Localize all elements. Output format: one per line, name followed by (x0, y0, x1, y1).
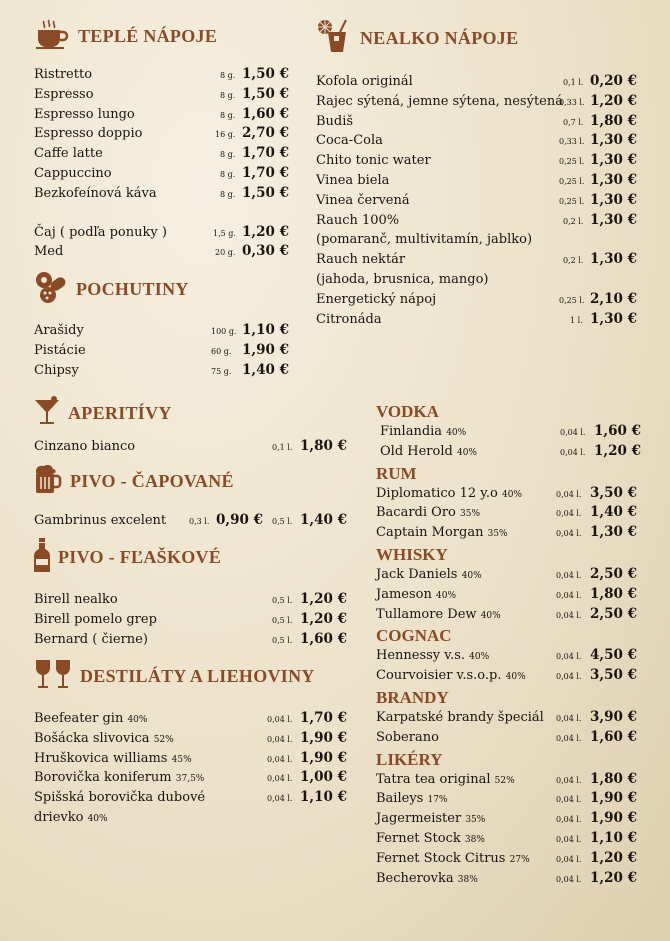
snacks-icon (34, 270, 68, 309)
list-item: Cinzano bianco 0,1 l. 1,80 € (34, 438, 347, 454)
section-teple (34, 18, 294, 262)
teple-heading (34, 18, 294, 55)
teple-title: TEPLÉ NÁPOJE (78, 26, 218, 46)
list-item: Espresso 8 g. 1,50 € (34, 85, 289, 102)
list-item: Rauch 100% 0,2 l. 1,30 € (316, 211, 637, 228)
list-item: Espresso lungo 8 g. 1,60 € (34, 105, 289, 122)
list-item: Jameson 40% 0,04 l. 1,80 € (376, 585, 637, 602)
list-item: Hruškovica williams 45% 0,04 l. 1,90 € (34, 749, 347, 766)
list-item: Soberano 0,04 l. 1,60 € (376, 728, 637, 745)
list-item: Pistácie 60 g. 1,90 € (34, 341, 289, 358)
aperitivy-list (34, 437, 354, 457)
list-item: Fernet Stock Citrus 27% 0,04 l. 1,20 € (376, 849, 637, 866)
soft-drink-icon (316, 18, 352, 59)
teple-list (34, 65, 294, 262)
list-item: Birell pomelo grep 0,5 l. 1,20 € (34, 610, 347, 627)
list-item: Becherovka 38% 0,04 l. 1,20 € (376, 869, 637, 886)
list-item: Med 20 g. 0,30 € (34, 243, 289, 260)
rum-heading: RUM (376, 463, 417, 483)
nealko-heading (316, 18, 646, 59)
list-item: Bezkofeínová káva 8 g. 1,50 € (34, 184, 289, 201)
list-item: Espresso doppio 16 g. 2,70 € (34, 125, 289, 142)
section-pivo-flaskove (34, 538, 354, 649)
pivo-flas-heading (34, 538, 354, 577)
list-item: Gambrinus excelent 0,3 l. 0,90 € 0,5 l. 1,40 € (34, 512, 347, 528)
aperitivy-title: APERITÍVY (68, 403, 172, 423)
pochutiny-list (34, 321, 294, 380)
pochutiny-title: POCHUTINY (76, 279, 189, 299)
spirits-column (376, 402, 640, 888)
list-item: Ristretto 8 g. 1,50 € (34, 66, 289, 82)
brandy-heading: BRANDY (376, 687, 449, 707)
list-item: Budiš 0,7 l. 1,80 € (316, 112, 637, 129)
pivo-cap-list (34, 511, 354, 531)
list-item: Jack Daniels 40% 0,04 l. 2,50 € (376, 565, 637, 582)
beer-mug-icon (34, 464, 62, 499)
pivo-flas-list (34, 590, 354, 649)
list-item: Bernard ( čierne) 0,5 l. 1,60 € (34, 630, 347, 647)
list-item: Bacardi Oro 35% 0,04 l. 1,40 € (376, 504, 637, 521)
list-item: Diplomatico 12 y.o 40% 0,04 l. 3,50 € (376, 484, 637, 501)
list-item: Chipsy 75 g. 1,40 € (34, 361, 289, 378)
pochutiny-heading (34, 270, 294, 309)
pivo-cap-title: PIVO - ČAPOVANÉ (70, 471, 234, 491)
destilaty-title: DESTILÁTY A LIEHOVINY (80, 666, 315, 686)
list-item: Finlandia 40% 0,04 l. 1,60 € (380, 423, 641, 439)
list-item: Beefeater gin 40% 0,04 l. 1,70 € (34, 710, 347, 726)
list-item: Baileys 17% 0,04 l. 1,90 € (376, 790, 637, 807)
nealko-title: NEALKO NÁPOJE (360, 28, 519, 48)
list-item: Bošácka slivovica 52% 0,04 l. 1,90 € (34, 729, 347, 746)
list-item: Chito tonic water 0,25 l. 1,30 € (316, 152, 637, 169)
cocktail-glass-icon (34, 396, 60, 431)
list-item-sub: (pomaranč, multivitamín, jablko) (316, 232, 533, 248)
list-item: Karpatské brandy špeciál 0,04 l. 3,90 € (376, 708, 637, 725)
list-item: Citronáda 1 l. 1,30 € (316, 310, 637, 327)
list-item: Cappuccino 8 g. 1,70 € (34, 164, 289, 181)
list-item: Vinea biela 0,25 l. 1,30 € (316, 171, 637, 188)
vodka-heading: VODKA (376, 402, 439, 421)
list-item: Captain Morgan 35% 0,04 l. 1,30 € (376, 524, 637, 541)
pivo-flas-title: PIVO - FĽAŠKOVÉ (58, 547, 222, 567)
list-item: Kofola originál 0,1 l. 0,20 € (316, 73, 637, 89)
section-pochutiny (34, 270, 294, 380)
list-item-sub: drievko 40% (34, 809, 108, 825)
list-item: Courvoisier v.s.o.p. 40% 0,04 l. 3,50 € (376, 667, 637, 684)
list-item: Hennessy v.s. 40% 0,04 l. 4,50 € (376, 647, 637, 664)
beer-bottle-icon (34, 538, 50, 577)
list-item-sub: (jahoda, brusnica, mango) (316, 271, 489, 287)
coffee-cup-icon (34, 18, 70, 55)
list-item: Spišská borovička dubové 0,04 l. 1,10 € (34, 789, 347, 806)
pivo-cap-heading (34, 464, 354, 499)
list-item: Fernet Stock 38% 0,04 l. 1,10 € (376, 829, 637, 846)
wine-glasses-icon (34, 658, 72, 695)
list-item: Čaj ( podľa ponuky ) 1,5 g. 1,20 € (34, 223, 289, 240)
list-item: Birell nealko 0,5 l. 1,20 € (34, 591, 347, 607)
section-aperitivy (34, 396, 354, 457)
list-item: Coca-Cola 0,33 l. 1,30 € (316, 132, 637, 149)
section-nealko (316, 18, 646, 329)
list-item: Rajec sýtená, jemne sýtena, nesýtená 0,33 l. 1,20 € (316, 92, 637, 109)
likery-heading: LIKÉRY (376, 749, 443, 769)
destilaty-heading (34, 658, 354, 695)
list-item: Energetický nápoj 0,25 l. 2,10 € (316, 290, 637, 307)
section-destilaty (34, 658, 354, 828)
list-item: Caffe latte 8 g. 1,70 € (34, 145, 289, 162)
nealko-list (316, 72, 646, 329)
list-item: Borovička koniferum 37,5% 0,04 l. 1,00 € (34, 769, 347, 786)
section-pivo-capovane (34, 464, 354, 531)
list-item: Old Herold 40% 0,04 l. 1,20 € (380, 442, 641, 459)
list-item: Rauch nektár 0,2 l. 1,30 € (316, 251, 637, 268)
list-item: Tullamore Dew 40% 0,04 l. 2,50 € (376, 605, 637, 622)
cognac-heading: COGNAC (376, 626, 452, 646)
list-item: Arašidy 100 g. 1,10 € (34, 322, 289, 338)
whisky-heading: WHISKY (376, 544, 448, 564)
destilaty-list (34, 709, 354, 828)
list-item: Jagermeister 35% 0,04 l. 1,90 € (376, 810, 637, 827)
aperitivy-heading (34, 396, 354, 431)
list-item: Tatra tea original 52% 0,04 l. 1,80 € (376, 770, 637, 787)
list-item: Vinea červená 0,25 l. 1,30 € (316, 191, 637, 208)
